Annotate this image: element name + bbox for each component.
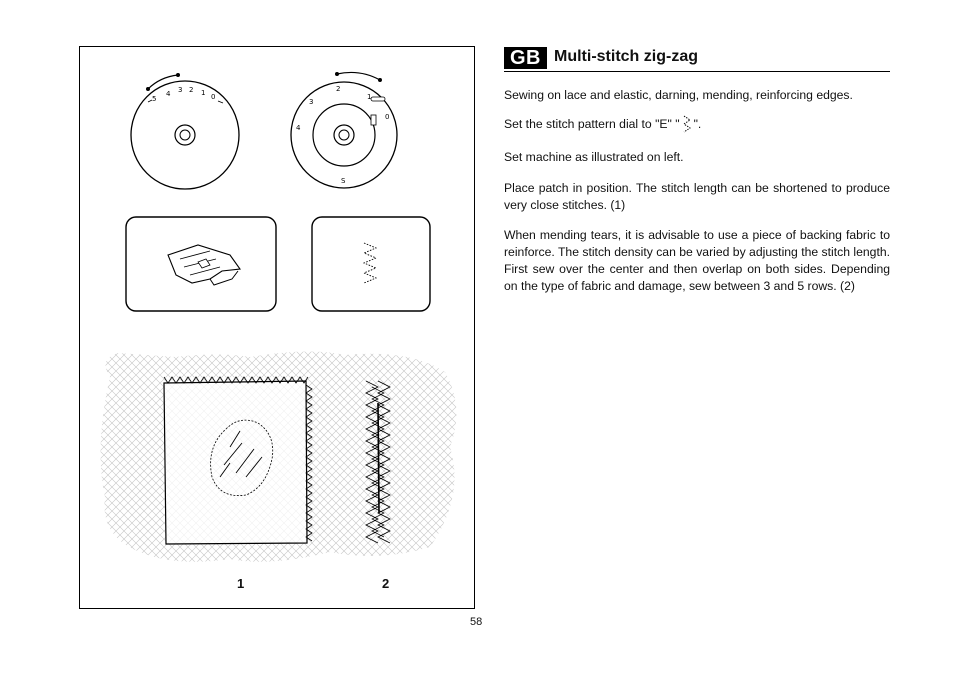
paragraph-2-before: Set the stitch pattern dial to "E" " [504, 117, 680, 132]
dial-right-s: S [341, 177, 346, 185]
paragraph-5: When mending tears, it is advisable to use a piece of backing fabric to reinforce. The stitch density can be varied by adjusting the stitch length. First sew over the center and then overlap on both sides. Depending on the type of fabric and damage, sew between 3 and 5 rows. (2) [504, 228, 890, 293]
dial-right-n1: 3 [309, 98, 314, 106]
paragraph-1: Sewing on lace and elastic, darning, mending, reinforcing edges. [504, 88, 853, 102]
dial-right-n3: 1 [367, 93, 372, 101]
dial-left-n4: 1 [201, 89, 206, 97]
width-dial-icon [131, 73, 239, 189]
presser-foot-icon [126, 217, 276, 311]
dial-right-n4: 0 [385, 113, 390, 121]
length-dial-icon [291, 72, 397, 188]
dial-left-n1: 4 [166, 90, 171, 98]
page-title: Multi-stitch zig-zag [554, 48, 698, 65]
illustration-svg [80, 47, 476, 610]
figure-label-1: 1 [237, 576, 245, 591]
dial-left-n5: 0 [211, 93, 216, 101]
paragraph-2 [504, 114, 890, 136]
section-header [504, 47, 890, 72]
dial-left-n3: 2 [189, 86, 194, 94]
figure-label-2: 2 [382, 576, 390, 591]
zigzag-pattern-icon [312, 217, 430, 311]
paragraph-4: Place patch in position. The stitch length can be shortened to produce very close stitches. (1) [504, 181, 890, 212]
dial-right-n2: 2 [336, 85, 341, 93]
paragraph-2-after: ". [693, 117, 702, 132]
zigzag-stitch-icon [681, 114, 693, 136]
page-number: 58 [470, 616, 483, 628]
illustration-frame [79, 46, 475, 609]
dial-left-n0: 5 [152, 95, 157, 103]
patch-figure-1 [164, 377, 312, 544]
dial-right-n0: 4 [296, 124, 301, 132]
dial-left-n2: 3 [178, 86, 183, 94]
paragraph-3: Set machine as illustrated on left. [504, 150, 684, 164]
language-badge: GB [504, 47, 547, 69]
